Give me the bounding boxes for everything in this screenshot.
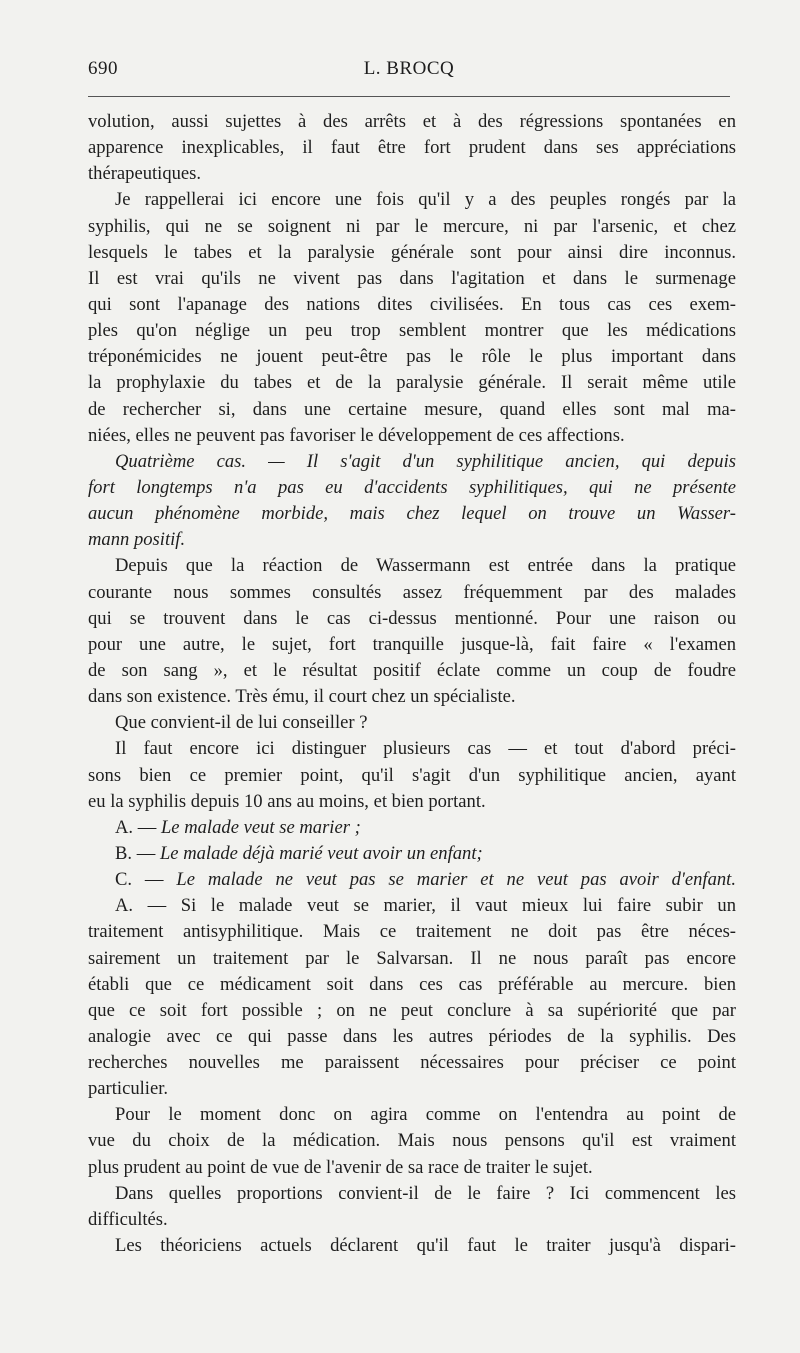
text-line: Quatrième cas. — Il s'agit d'un syphilitique ancien, qui depuis [115,450,736,472]
case-description: Le malade ne veut pas se marier et ne veut pas avoir d'enfant. [176,869,736,891]
case-label: B. — [115,842,160,864]
text-line: de son sang », et le résultat positif éclate comme un coup de foudre [88,659,736,681]
page-header [88,58,730,86]
text-line: qui sont l'apanage des nations dites civilisées. En tous cas ces exem- [88,293,736,315]
text-line: volution, aussi sujettes à des arrêts et à des régressions spontanées en [88,111,736,132]
text-line: recherches nouvelles me paraissent nécessaires pour préciser ce point [88,1052,736,1074]
page-number: 690 [88,58,118,79]
text-line: Les théoriciens actuels déclarent qu'il faut le traiter jusqu'à dispari- [115,1235,736,1257]
header-rule [88,96,730,97]
text-line: fort longtemps n'a pas eu d'accidents syphilitiques, qui ne présente [88,476,736,498]
text-line: mann positif. [88,529,186,551]
text-line: de rechercher si, dans une certaine mesure, quand elles sont mal ma- [88,398,736,420]
text-line: syphilis, qui ne se soignent ni par le mercure, ni par l'arsenic, et chez [88,215,736,237]
text-line: Que convient-il de lui conseiller ? [115,712,368,734]
text-line: lesquels le tabes et la paralysie générale sont pour ainsi dire inconnus. [88,241,736,263]
text-line: vue du choix de la médication. Mais nous pensons qu'il est vraiment [88,1130,736,1152]
text-line: difficultés. [88,1208,168,1230]
text-line [88,841,736,867]
text-line: sons bien ce premier point, qu'il s'agit d'un syphilitique ancien, ayant [88,764,736,786]
text-line: Je rappellerai ici encore une fois qu'il y a des peuples rongés par la [115,189,736,211]
body-text [88,109,736,1259]
case-label: C. — [115,869,177,891]
case-description: Le malade déjà marié veut avoir un enfant; [159,842,483,864]
text-line: aucun phénomène morbide, mais chez lequel on trouve un Wasser- [88,503,736,525]
text-line: établi que ce médicament soit dans ces cas préférable au mercure. bien [88,973,736,995]
text-line: qui se trouvent dans le cas ci-dessus mentionné. Pour une raison ou [88,607,736,629]
text-line: Pour le moment donc on agira comme on l'entendra au point de [115,1104,736,1126]
text-line: traitement antisyphilitique. Mais ce traitement ne doit pas être néces- [88,921,736,943]
text-line: thérapeutiques. [88,163,202,185]
text-line: apparence inexplicables, il faut être fort prudent dans ses appréciations [88,137,736,159]
text-line: que ce soit fort possible ; on ne peut conclure à sa supériorité que par [88,999,736,1021]
text-line: la prophylaxie du tabes et de la paralysie générale. Il serait même utile [88,372,736,394]
text-line: Il faut encore ici distinguer plusieurs cas — et tout d'abord préci- [115,738,736,760]
text-line: dans son existence. Très ému, il court chez un spécialiste. [88,686,516,708]
text-line: niées, elles ne peuvent pas favoriser le développement de ces affections. [88,424,625,446]
text-line: Dans quelles proportions convient-il de le faire ? Ici commencent les [115,1182,736,1204]
text-line: analogie avec ce qui passe dans les autres périodes de la syphilis. Des [88,1025,736,1047]
text-line [88,815,736,841]
text-line: courante nous sommes consultés assez fréquemment par des malades [88,581,736,603]
text-line: particulier. [88,1078,169,1100]
text-line [88,867,736,893]
text-line: plus prudent au point de vue de l'avenir de sa race de traiter le sujet. [88,1156,593,1178]
text-line: A. — Si le malade veut se marier, il vaut mieux lui faire subir un [115,895,736,917]
text-line: Depuis que la réaction de Wassermann est entrée dans la pratique [115,555,736,577]
running-head: L. BROCQ [363,58,455,79]
text-line: ples qu'on néglige un peu trop semblent montrer que les médications [88,320,736,342]
case-description: Le malade veut se marier ; [160,816,361,838]
text-line: pour une autre, le sujet, fort tranquille jusque-là, fait faire « l'examen [88,633,736,655]
case-label: A. — [115,816,161,838]
text-line: tréponémicides ne jouent peut-être pas le rôle le plus important dans [88,346,736,368]
text-line: eu la syphilis depuis 10 ans au moins, et bien portant. [88,790,486,812]
text-line: sairement un traitement par le Salvarsan. Il ne nous paraît pas encore [88,947,736,969]
text-line: Il est vrai qu'ils ne vivent pas dans l'agitation et dans le surmenage [88,267,736,289]
